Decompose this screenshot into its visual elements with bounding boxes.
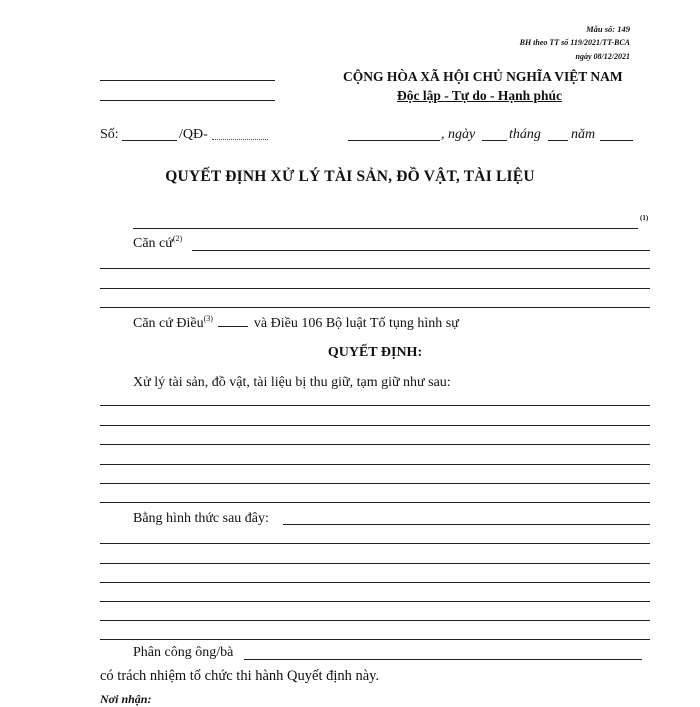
hinh-thuc-line-5[interactable] bbox=[100, 601, 650, 602]
xu-ly-line-5[interactable] bbox=[100, 483, 650, 484]
xu-ly-line-4[interactable] bbox=[100, 464, 650, 465]
can-cu-dieu-rest: và Điều 106 Bộ luật Tố tụng hình sự bbox=[253, 316, 459, 331]
agency-line-1[interactable] bbox=[100, 80, 275, 81]
agency-line-2[interactable] bbox=[100, 100, 275, 101]
can-cu-field[interactable] bbox=[192, 250, 650, 251]
number-field[interactable] bbox=[122, 140, 177, 141]
qd-suffix-field[interactable] bbox=[212, 139, 268, 140]
can-cu-dieu-label: Căn cứ Điều bbox=[133, 316, 204, 331]
can-cu-line-3[interactable] bbox=[100, 288, 650, 289]
xu-ly-line-1[interactable] bbox=[100, 405, 650, 406]
xu-ly-line-2[interactable] bbox=[100, 425, 650, 426]
month-label: tháng bbox=[509, 127, 541, 142]
note-1: (1) bbox=[640, 214, 649, 222]
year-field[interactable] bbox=[600, 140, 633, 141]
date-label: , ngày bbox=[441, 127, 476, 142]
hinh-thuc-line-6[interactable] bbox=[100, 620, 650, 621]
phan-cong-label: Phân công ông/bà bbox=[133, 645, 234, 660]
xu-ly-line-6[interactable] bbox=[100, 502, 650, 503]
hinh-thuc-line-2[interactable] bbox=[100, 543, 650, 544]
form-number-block bbox=[520, 22, 630, 64]
noi-nhan-label: Nơi nhận: bbox=[100, 692, 152, 706]
hinh-thuc-label: Bằng hình thức sau đây: bbox=[133, 511, 269, 526]
form-code: Mẫu số: 149 bbox=[586, 24, 630, 34]
note-3: (3) bbox=[203, 314, 213, 323]
qd-label: /QĐ- bbox=[179, 127, 208, 142]
day-field[interactable] bbox=[482, 140, 507, 141]
article-field[interactable] bbox=[218, 326, 248, 327]
hinh-thuc-line-7[interactable] bbox=[100, 639, 650, 640]
document-title: QUYẾT ĐỊNH XỬ LÝ TÀI SẢN, ĐỒ VẬT, TÀI LIỆU bbox=[165, 168, 535, 185]
trach-nhiem-text: có trách nhiệm tổ chức thi hành Quyết định này. bbox=[100, 668, 380, 684]
year-label: năm bbox=[571, 127, 596, 142]
can-cu-line-2[interactable] bbox=[100, 268, 650, 269]
form-date: ngày 08/12/2021 bbox=[575, 52, 630, 61]
national-title: CỘNG HÒA XÃ HỘI CHỦ NGHĨA VIỆT NAM bbox=[343, 69, 623, 84]
decision-heading: QUYẾT ĐỊNH: bbox=[327, 345, 423, 360]
xu-ly-text: Xử lý tài sản, đồ vật, tài liệu bị thu giữ, tạm giữ như sau: bbox=[133, 375, 451, 390]
month-field[interactable] bbox=[548, 140, 568, 141]
can-cu-label bbox=[133, 236, 182, 252]
xu-ly-line-3[interactable] bbox=[100, 444, 650, 445]
hinh-thuc-line-4[interactable] bbox=[100, 582, 650, 583]
can-cu-text: Căn cứ bbox=[133, 236, 173, 251]
note-2: (2) bbox=[172, 234, 183, 243]
can-cu-line-4[interactable] bbox=[100, 307, 650, 308]
phan-cong-field[interactable] bbox=[244, 659, 642, 660]
form-legal-basis: BH theo TT số 119/2021/TT-BCA bbox=[519, 38, 630, 47]
number-label: Số: bbox=[100, 127, 119, 142]
hinh-thuc-line-3[interactable] bbox=[100, 563, 650, 564]
can-cu-dieu-row bbox=[133, 316, 459, 332]
hinh-thuc-field[interactable] bbox=[283, 524, 650, 525]
authority-field[interactable] bbox=[133, 228, 638, 229]
national-motto: Độc lập - Tự do - Hạnh phúc bbox=[397, 88, 563, 103]
place-field[interactable] bbox=[348, 140, 440, 141]
